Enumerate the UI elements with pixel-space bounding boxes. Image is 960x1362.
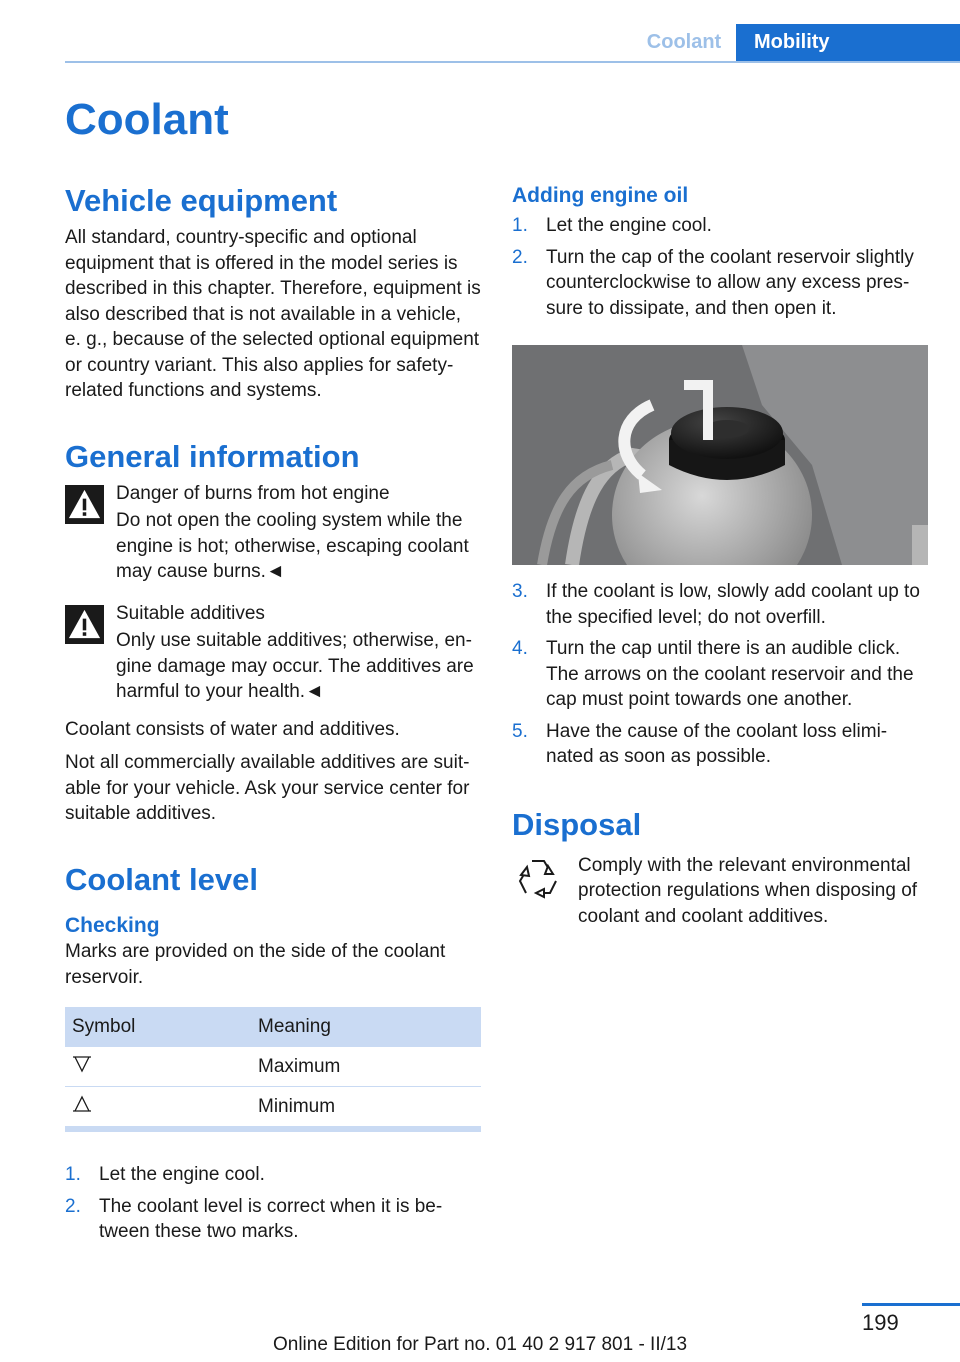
warning2-title: Suitable additives (116, 602, 265, 624)
adding-steps-b (512, 579, 928, 770)
page-number-rule (862, 1303, 960, 1306)
page-number: 199 (862, 1310, 899, 1335)
table-cell-symbol (65, 1087, 251, 1127)
list-item: 2. The coolant level is correct when it is between these two marks. (65, 1195, 443, 1243)
maximum-mark-icon (72, 1054, 92, 1074)
checking-steps (65, 1162, 481, 1245)
list-item: 5. Have the cause of the coolant loss eliminated as soon as possible. (512, 720, 888, 768)
header-tab-coolant[interactable]: Coolant (646, 31, 722, 53)
table-cell-symbol (65, 1047, 251, 1087)
coolant-composition-text: Coolant consists of water and additives. (65, 718, 400, 740)
disposal-heading: Disposal (512, 806, 642, 842)
disposal-note (512, 853, 928, 930)
warning2-text: Only use suitable additives; otherwise, engine damage may occur. The additives are harmful to your health.◄ (116, 630, 474, 703)
vehicle-equipment-heading: Vehicle equipment (65, 183, 338, 218)
disposal-text: Comply with the relevant environmental protection regulations when disposing of coolant and coolant additives. (578, 854, 918, 927)
warning-hot-engine (65, 481, 481, 585)
recycle-icon (512, 853, 564, 905)
table-cell-meaning: Minimum (251, 1087, 481, 1127)
right-column (512, 182, 928, 929)
checking-text: Marks are provided on the side of the coolant reservoir. (65, 941, 446, 988)
general-information-heading: General information (65, 438, 360, 474)
coolant-level-heading: Coolant level (65, 861, 258, 897)
list-item: 4. Turn the cap until there is an audible click. The arrows on the coolant reservoir and the cap must point towards one another. (512, 638, 914, 711)
warning-triangle-icon (65, 605, 104, 644)
coolant-reservoir-photo (512, 345, 928, 565)
list-item: 1. Let the engine cool. (65, 1164, 265, 1186)
header-tab-mobility[interactable]: Mobility (736, 24, 960, 61)
minimum-mark-icon (72, 1094, 92, 1114)
warning1-title: Danger of burns from hot engine (116, 482, 390, 504)
coolant-marks-table (65, 1007, 481, 1127)
adding-heading: Adding engine oil (512, 184, 689, 207)
checking-subheading: Checking (65, 914, 160, 938)
header-divider (65, 61, 960, 63)
left-column (65, 182, 481, 1251)
warning1-text: Do not open the cooling system while the engine is hot; otherwise, escaping coolant may cause burns.◄ (116, 510, 469, 583)
footer-edition: Online Edition for Part no. 01 40 2 917 801 - II/13 (272, 1334, 688, 1355)
warning-triangle-icon (65, 485, 104, 524)
list-item: 3. If the coolant is low, slowly add coolant up to the specified level; do not overfill. (512, 581, 920, 628)
table-cell-meaning: Maximum (251, 1047, 481, 1087)
table-row (65, 1047, 481, 1087)
table-header-symbol: Symbol (65, 1007, 251, 1047)
table-header-meaning: Meaning (251, 1007, 481, 1047)
additives-advice-text: Not all commercially available additives are suitable for your vehicle. Ask your service center for suitable additives. (65, 752, 470, 825)
page-title: Coolant (65, 95, 229, 144)
vehicle-equipment-text: All standard, country-specific and optional equipment that is offered in the model series is described in this chapter. Therefore, equipment is also described that is not available in a vehicle, e. g., because of the selected optional equipment or country variant. This also applies for safety-related functions and systems. (65, 227, 481, 402)
list-item: 2. Turn the cap of the coolant reservoir slightly counterclockwise to allow any excess pressure to dissipate, and then open it. (512, 246, 914, 319)
table-row (65, 1087, 481, 1127)
list-item: 1. Let the engine cool. (512, 215, 712, 237)
reservoir-illustration (512, 345, 928, 565)
adding-steps-a (512, 213, 928, 321)
warning-additives (65, 601, 481, 705)
